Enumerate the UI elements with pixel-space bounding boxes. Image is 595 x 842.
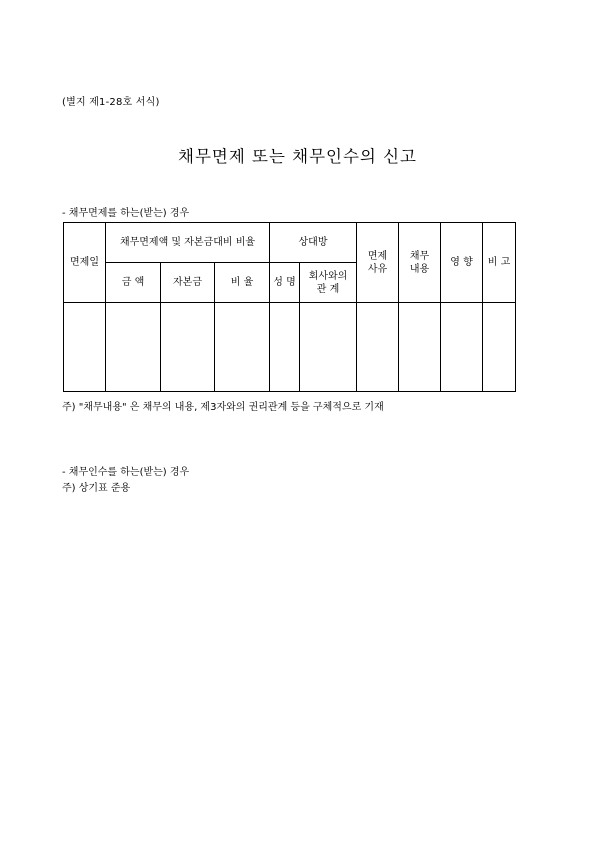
header-amount-ratio-group: 채무면제액 및 자본금대비 비율 [106, 223, 270, 263]
cell-exemption-date [64, 303, 106, 392]
header-amount: 금 액 [106, 263, 161, 303]
cell-name [270, 303, 300, 392]
page-title: 채무면제 또는 채무인수의 신고 [178, 147, 417, 166]
header-relation-line2: 관 계 [316, 283, 340, 295]
header-exemption-reason [357, 223, 399, 303]
header-exemption-reason-line2: 사유 [367, 263, 388, 275]
cell-debt-content [399, 303, 441, 392]
cell-exemption-reason [357, 303, 399, 392]
form-number: (별지 제1-28호 서식) [62, 97, 160, 108]
table-row [64, 303, 516, 392]
header-relation [300, 263, 357, 303]
cell-ratio [215, 303, 270, 392]
header-remarks: 비 고 [483, 223, 516, 303]
cell-capital [161, 303, 215, 392]
header-name: 성 명 [270, 263, 300, 303]
cell-relation [300, 303, 357, 392]
assumption-note: 주) 상기표 준용 [62, 483, 131, 494]
header-exemption-reason-line1: 면제 [367, 250, 388, 262]
exemption-table [63, 222, 516, 392]
header-debt-content-line2: 내용 [409, 263, 430, 275]
header-exemption-date: 면제일 [64, 223, 106, 303]
header-counterparty-group: 상대방 [270, 223, 357, 263]
header-relation-line1: 회사와의 [308, 270, 348, 282]
section-heading-assumption: - 채무인수를 하는(받는) 경우 [62, 467, 190, 478]
header-ratio: 비 율 [215, 263, 270, 303]
header-impact: 영 향 [441, 223, 483, 303]
cell-remarks [483, 303, 516, 392]
cell-impact [441, 303, 483, 392]
section-heading-exemption: - 채무면제를 하는(받는) 경우 [62, 208, 190, 219]
table-note: 주) "채무내용" 은 채무의 내용, 제3자와의 권리관계 등을 구체적으로 기재 [62, 402, 384, 413]
header-capital: 자본금 [161, 263, 215, 303]
header-debt-content [399, 223, 441, 303]
header-debt-content-line1: 채무 [409, 250, 430, 262]
cell-amount [106, 303, 161, 392]
